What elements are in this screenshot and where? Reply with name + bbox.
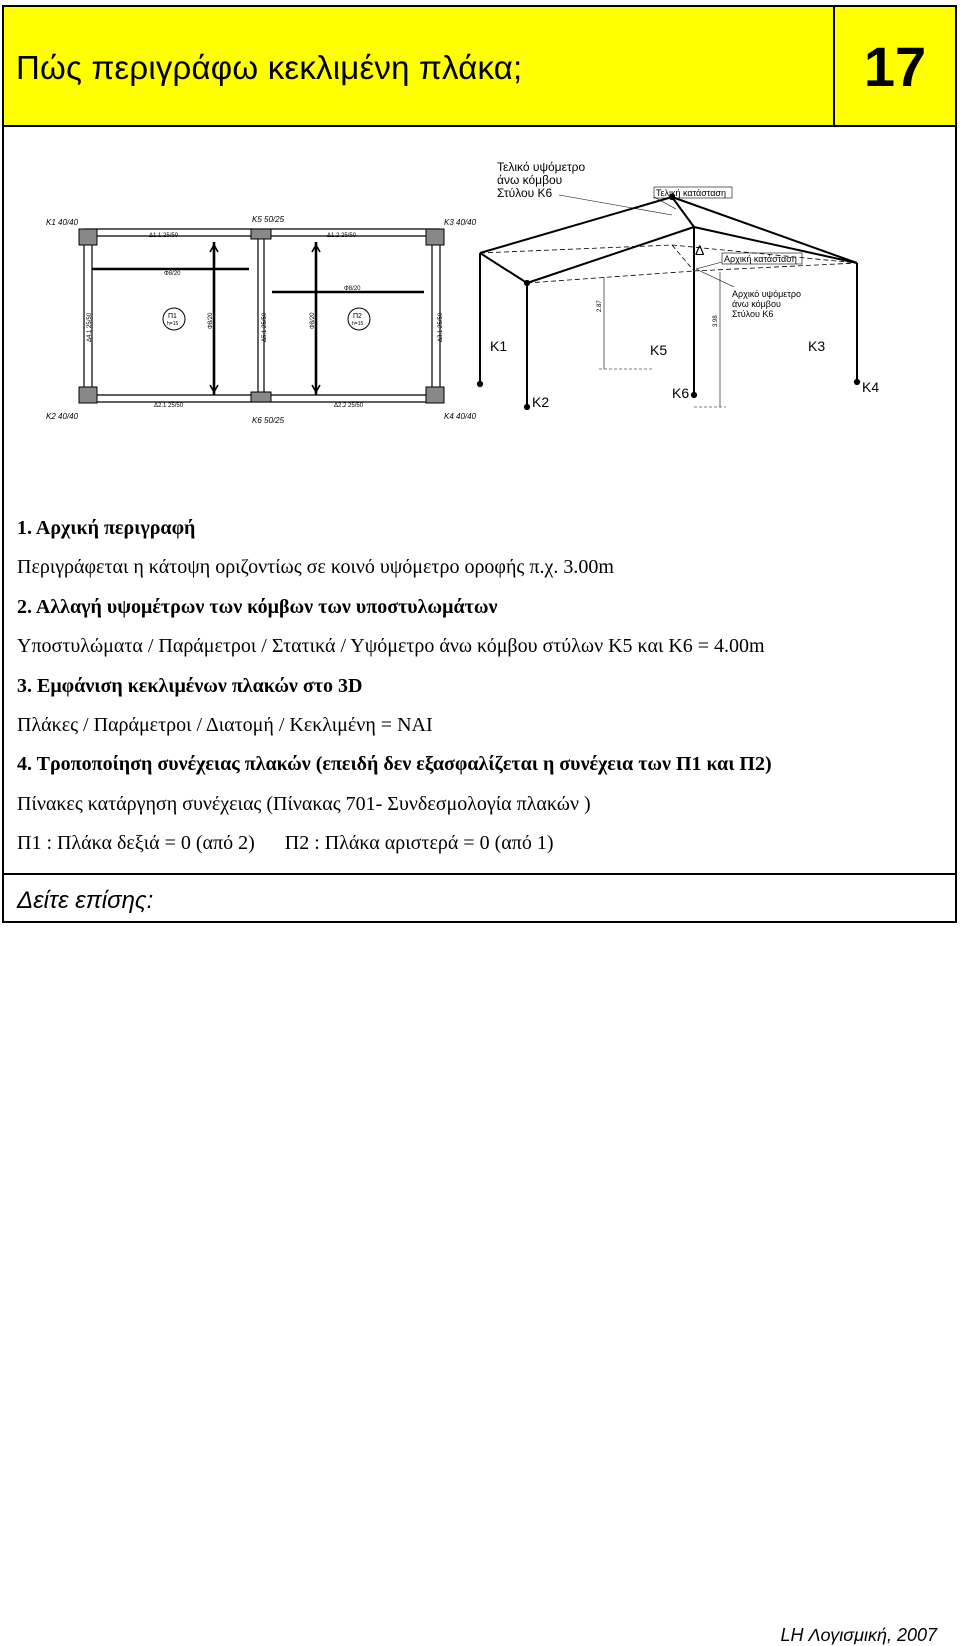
dimension-1: 2.87 — [597, 300, 603, 312]
section-3-text: Πλάκες / Παράμετροι / Διατομή / Κεκλιμένη = ΝΑΙ — [17, 713, 433, 736]
page-title: Πώς περιγράφω κεκλιμένη πλάκα; — [16, 49, 523, 86]
slab-p1-setting: Π1 : Πλάκα δεξιά = 0 (από 2) — [17, 832, 255, 855]
final-height-label-1: Τελικό υψόμετρο — [497, 160, 586, 174]
final-height-label-3: Στύλου Κ6 — [497, 186, 553, 200]
see-also-heading: Δείτε επίσης: — [17, 887, 154, 914]
frame-3d — [477, 187, 859, 410]
page-number: 17 — [863, 34, 927, 98]
plan-col-k3: K3 40/40 — [444, 218, 477, 227]
drawings-area — [4, 157, 955, 457]
section-1-heading: 1. Αρχική περιγραφή — [17, 517, 196, 539]
plan-col-k5: K5 50/25 — [252, 215, 285, 224]
frame-label-k5: K5 — [650, 342, 668, 358]
plan-beam-d12: Δ1.2 25/50 — [327, 233, 357, 239]
final-height-label-2: άνω κόμβου — [497, 173, 563, 187]
frame-label-k3: K3 — [808, 338, 826, 354]
plan-rebar-4: Φ8/20 — [310, 312, 316, 329]
initial-height-label-1: Αρχικό υψόμετρο — [732, 289, 801, 299]
plan-slab-p2-h: h=15 — [352, 321, 364, 327]
header-bar — [4, 7, 955, 127]
plan-col-k2: K2 40/40 — [46, 412, 79, 421]
plan-col-k4: K4 40/40 — [444, 412, 477, 421]
initial-height-label-2: άνω κόμβου — [732, 299, 781, 309]
section-2-heading: 2. Αλλαγή υψομέτρων των κόμβων των υποστυλωμάτων — [17, 595, 498, 618]
page-card — [2, 5, 957, 923]
plan-slab-p2-name: Π2 — [353, 313, 362, 320]
see-also-divider — [4, 873, 955, 875]
plan-rebar-1: Φ8/20 — [164, 271, 181, 277]
slab-p2-setting: Π2 : Πλάκα αριστερά = 0 (από 1) — [284, 832, 554, 855]
frame-labels — [490, 160, 879, 410]
delta-symbol: Δ — [695, 242, 705, 258]
frame-label-k2: K2 — [532, 394, 550, 410]
section-2-text: Υποστυλώματα / Παράμετροι / Στατικά / Υψόμετρο άνω κόμβου στύλων Κ5 και Κ6 = 4.00m — [17, 635, 765, 658]
frame-label-k6: K6 — [672, 385, 690, 401]
instructions — [17, 509, 947, 864]
section-4-text: Πίνακες κατάργηση συνέχειας (Πίνακας 701- Συνδεσμολογία πλακών ) — [17, 792, 591, 815]
footer-copyright: LH Λογισμική, 2007 — [780, 1625, 937, 1645]
final-state-label: Τελική κατάσταση — [656, 188, 726, 198]
plan-beam-d22: Δ2.2 25/50 — [334, 403, 364, 409]
plan-slab-p1-h: h=15 — [167, 321, 179, 327]
section-4-heading: 4. Τροποποίηση συνέχειας πλακών (επειδή δεν εξασφαλίζεται η συνέχεια των Π1 και Π2) — [17, 753, 772, 776]
plan-slab-p1-name: Π1 — [168, 313, 177, 320]
plan-col-k1: K1 40/40 — [46, 218, 79, 227]
plan-beam-d31: Δ3.1 25/50 — [438, 312, 444, 342]
plan-beam-d51: Δ5.1 25/50 — [262, 312, 268, 342]
dimension-2: 3.98 — [713, 315, 719, 327]
initial-height-label-3: Στύλου Κ6 — [732, 309, 774, 319]
frame-label-k4: K4 — [862, 379, 880, 395]
plan-rebar-3: Φ8/20 — [208, 312, 214, 329]
frame-label-k1: K1 — [490, 338, 508, 354]
section-4-slabs — [17, 824, 947, 863]
plan-beam-d11: Δ1.1 25/50 — [149, 233, 179, 239]
plan-beam-d21: Δ2.1 25/50 — [154, 403, 184, 409]
plan-col-k6: K6 50/25 — [252, 416, 285, 425]
plan-beam-d41: Δ4.1 25/50 — [87, 312, 93, 342]
plan-rebar-2: Φ8/20 — [344, 286, 361, 292]
section-3-heading: 3. Εμφάνιση κεκλιμένων πλακών στο 3D — [17, 674, 363, 697]
section-1-text: Περιγράφεται η κάτοψη οριζοντίως σε κοινό υψόμετρο οροφής π.χ. 3.00m — [17, 556, 614, 579]
initial-state-label: Αρχική κατάσταση — [724, 254, 797, 264]
